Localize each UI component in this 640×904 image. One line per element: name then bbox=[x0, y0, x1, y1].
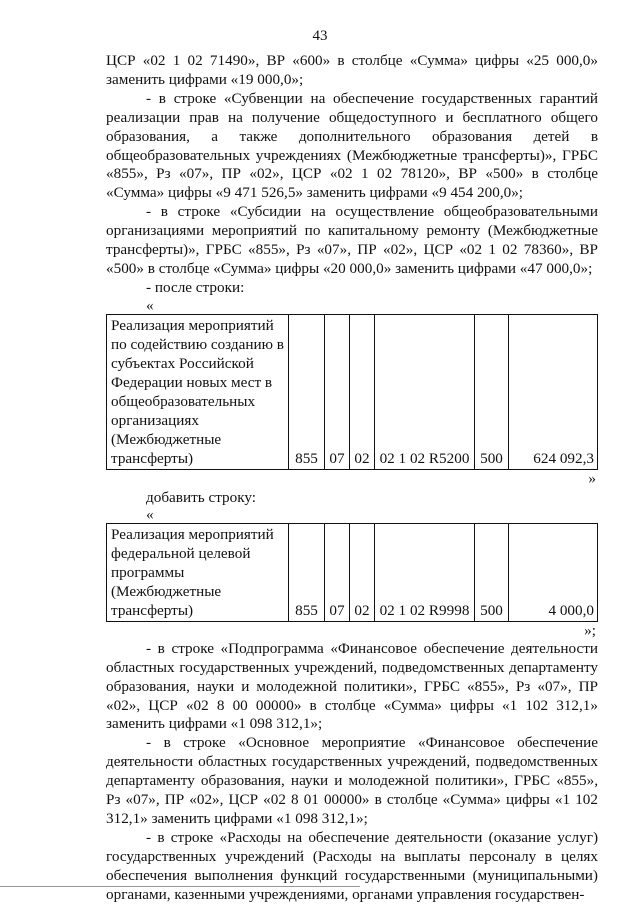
pr-cell: 02 bbox=[350, 314, 375, 469]
quote-close-2: »; bbox=[584, 621, 596, 639]
quote-open-1: « bbox=[146, 296, 154, 314]
row-name-cell: Реализация мероприятий федеральной целевой программы (Межбюджетные трансферты) bbox=[107, 523, 289, 621]
row-name-cell: Реализация мероприятий по содействию созданию в субъектах Российской Федерации новых мест в общеобразовательных организациях (Межбюджетные трансферты) bbox=[107, 314, 289, 469]
paragraph-expenses: - в строке «Расходы на обеспечение деятельности (оказание услуг) государственных учреждений (Расходы на выплаты персоналу в целях обеспечения выполнения функций государственными (муниципальными) органами, казенными учреждениями, органами управления государствен- bbox=[106, 828, 598, 903]
paragraph-continuation: ЦСР «02 1 02 71490», ВР «600» в столбце «Сумма» цифры «25 000,0» заменить цифрами «19 000,0»; bbox=[106, 52, 598, 88]
paragraph-subsidies: - в строке «Субсидии на осуществление общеобразовательными организациями мероприятий по капитальному ремонту (Межбюджетные трансферты)», ГРБС «855», Рз «07», ПР «02», ЦСР «02 1 02 78360», ВР «500» в столбце «Сумма» цифры «20 000,0» заменить цифрами «47 000,0»; bbox=[106, 203, 598, 277]
vr-cell: 500 bbox=[475, 523, 509, 621]
rz-cell: 07 bbox=[325, 314, 350, 469]
page-number: 43 bbox=[312, 28, 328, 44]
paragraph-main-activity: - в строке «Основное мероприятие «Финансовое обеспечение деятельности областных государственных учреждений, подведомственных департаменту образования, науки и молодежной политики», ГРБС «855», Рз «07», ПР «02», ЦСР «02 8 01 00000» в столбце «Сумма» цифры «1 102 312,1» заменить цифрами «1 098 312,1»; bbox=[106, 734, 598, 827]
paragraph-subventions: - в строке «Субвенции на обеспечение государственных гарантий реализации прав на получение общедоступного и бесплатного общего образования, а также дополнительного образования детей в общеобразовательных учреждениях (Межбюджетные трансферты)», ГРБС «855», Рз «07», ПР «02», ЦСР «02 1 02 78120», ВР «500» в столбце «Сумма» цифры «9 471 526,5» заменить цифрами «9 454 200,0»; bbox=[106, 89, 598, 202]
quote-open-2: « bbox=[146, 505, 154, 523]
grbs-cell: 855 bbox=[289, 523, 325, 621]
budget-table-2 bbox=[106, 523, 598, 622]
pr-cell: 02 bbox=[350, 523, 375, 621]
paragraph-after-row: - после строки: bbox=[146, 278, 245, 296]
csr-cell: 02 1 02 R5200 bbox=[375, 314, 475, 469]
add-row-label: добавить строку: bbox=[146, 488, 256, 506]
sum-cell: 624 092,3 bbox=[509, 314, 598, 469]
sum-cell: 4 000,0 bbox=[509, 523, 598, 621]
table-row bbox=[107, 523, 598, 621]
table-row bbox=[107, 314, 598, 469]
paragraph-subprogram: - в строке «Подпрограмма «Финансовое обеспечение деятельности областных государственных учреждений, подведомственных департаменту образования, науки и молодежной политики», ГРБС «855», Рз «07», ПР «02», ЦСР «02 8 00 00000» в столбце «Сумма» цифры «1 102 312,1» заменить цифрами «1 098 312,1»; bbox=[106, 639, 598, 733]
quote-close-1: » bbox=[588, 469, 596, 487]
grbs-cell: 855 bbox=[289, 314, 325, 469]
budget-table-1 bbox=[106, 314, 598, 470]
document-body bbox=[106, 52, 598, 904]
rz-cell: 07 bbox=[325, 523, 350, 621]
footer-divider bbox=[0, 886, 360, 887]
csr-cell: 02 1 02 R9998 bbox=[375, 523, 475, 621]
vr-cell: 500 bbox=[475, 314, 509, 469]
